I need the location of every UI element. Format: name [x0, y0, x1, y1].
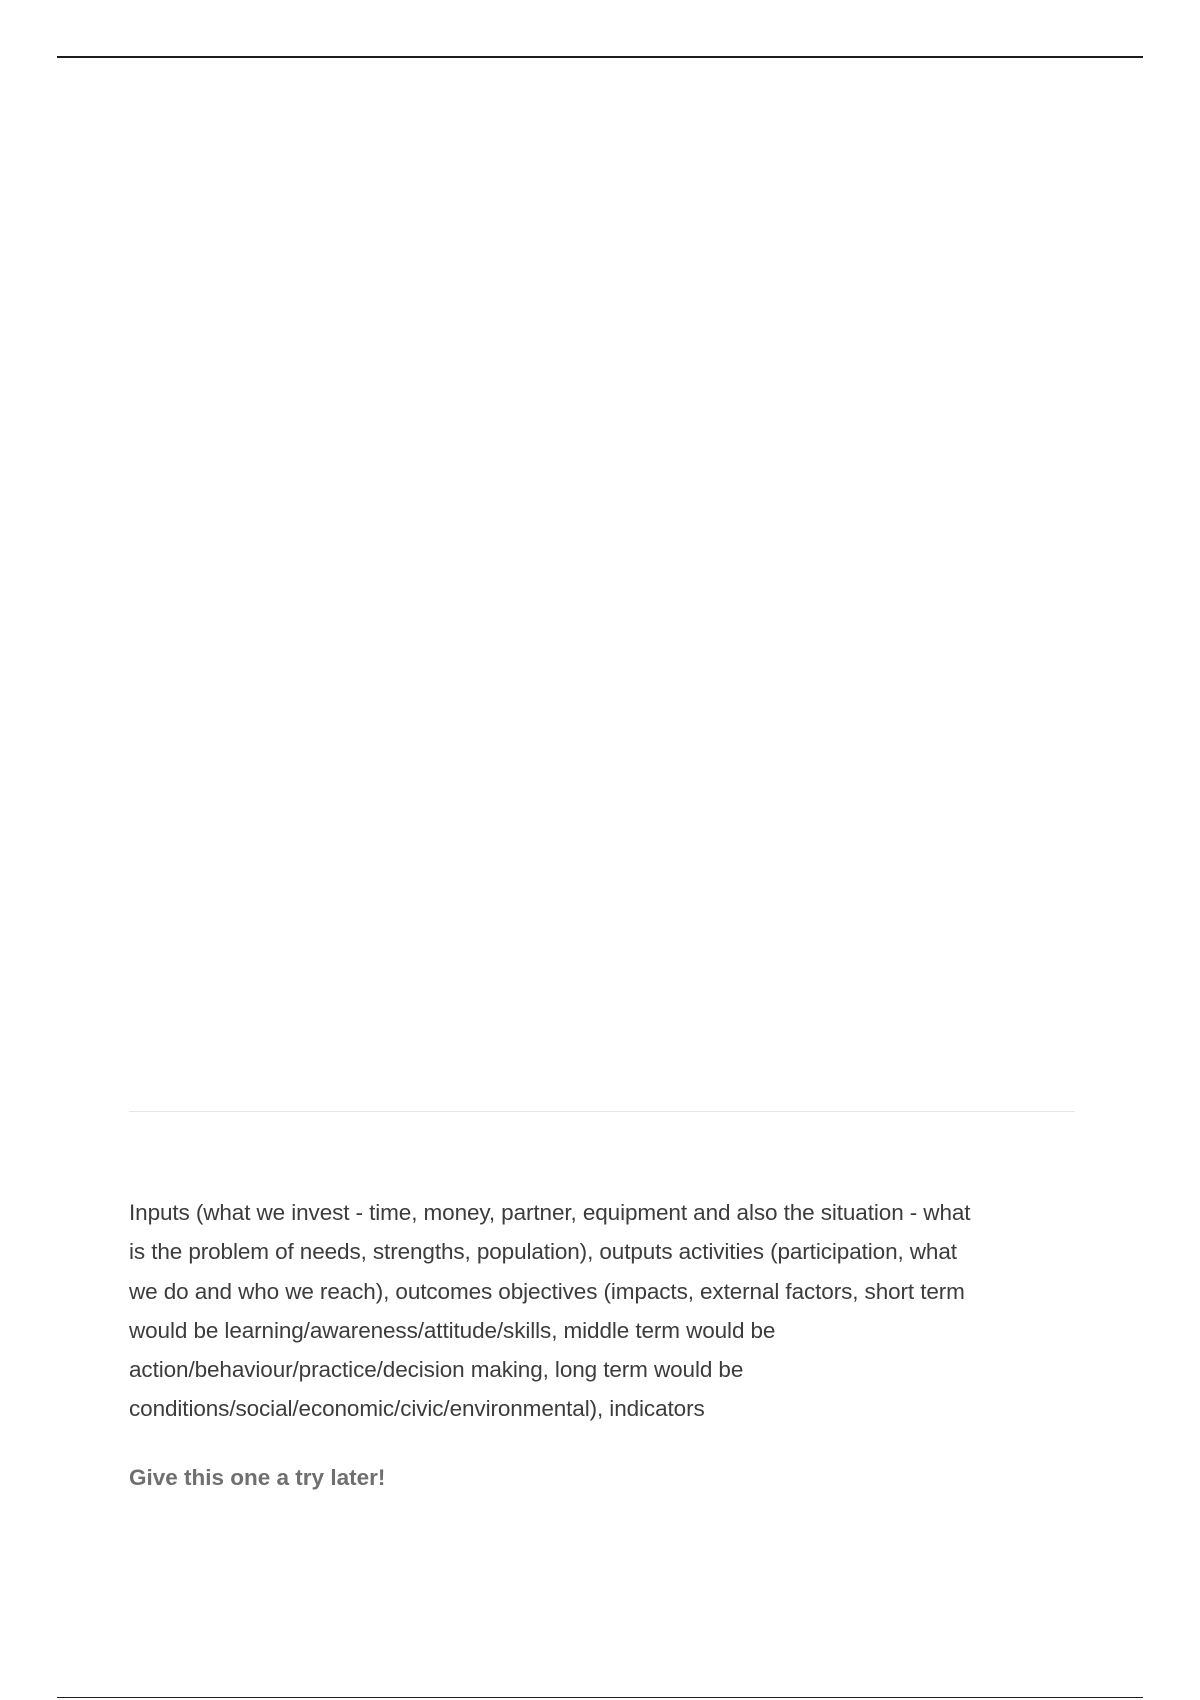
answer-line: action/behaviour/practice/decision making, long term would be	[129, 1357, 744, 1383]
answer-line: conditions/social/economic/civic/environmental), indicators	[129, 1396, 705, 1422]
answer-line: would be learning/awareness/attitude/skills, middle term would be	[129, 1317, 776, 1343]
answer-line: we do and who we reach), outcomes objectives (impacts, external factors, short term	[129, 1278, 965, 1304]
try-later-feedback: Give this one a try later!	[129, 1464, 386, 1490]
answer-text	[129, 1193, 1075, 1429]
card-divider	[129, 1111, 1075, 1112]
page-bottom-rule	[57, 1697, 1143, 1698]
page-top-rule	[57, 56, 1143, 58]
answer-line: is the problem of needs, strengths, population), outputs activities (participation, what	[129, 1239, 957, 1265]
answer-card	[129, 1111, 1075, 1493]
answer-line: Inputs (what we invest - time, money, partner, equipment and also the situation - what	[129, 1200, 971, 1225]
